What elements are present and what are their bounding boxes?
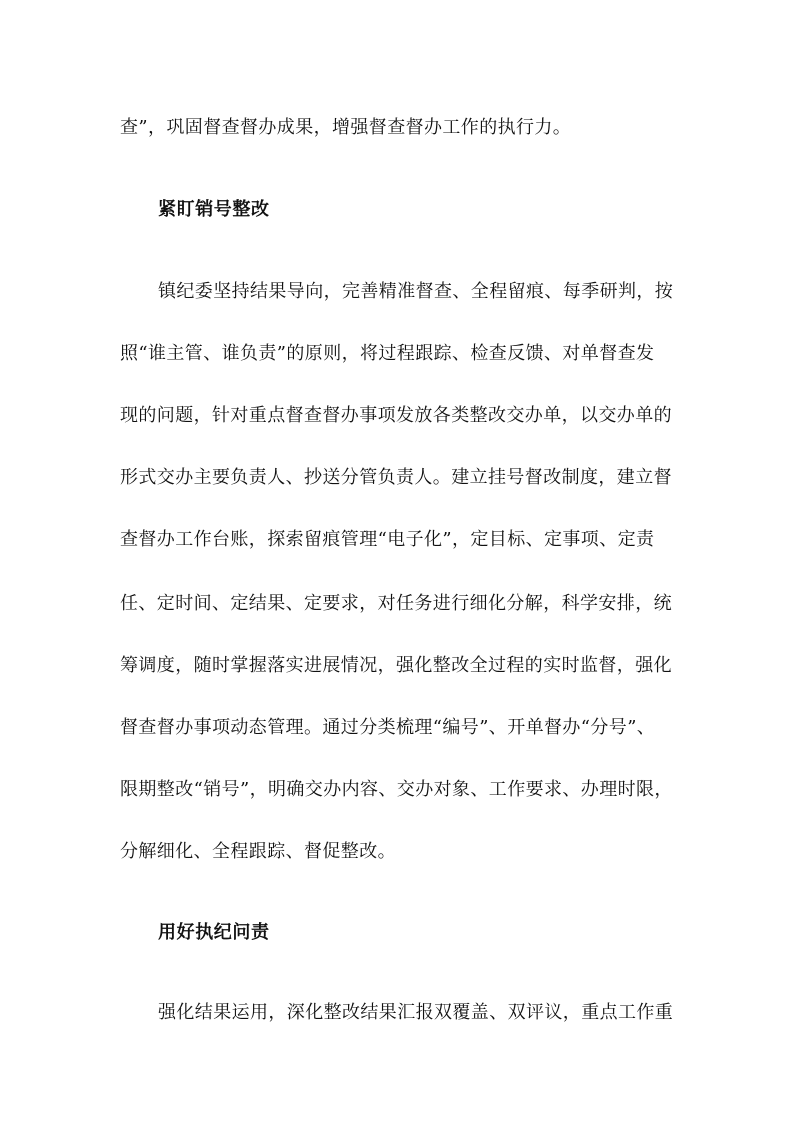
paragraph-line: 强化结果运用，深化整改结果汇报双覆盖、双评议，重点工作重 [158, 1002, 674, 1023]
paragraph-line: 镇纪委坚持结果导向，完善精准督查、全程留痕、每季研判，按 [158, 281, 674, 302]
paragraph-line: 查督办工作台账，探索留痕管理“电子化”，定目标、定事项、定责 [120, 529, 655, 550]
paragraph-line: 任、定时间、定结果、定要求，对任务进行细化分解，科学安排，统 [120, 593, 672, 614]
section-heading-yonghaozhiji: 用好执纪问责 [158, 922, 270, 943]
paragraph-line: 督查督办事项动态管理。通过分类梳理“编号”、开单督办“分号”、 [120, 717, 656, 738]
section-heading-jindingxiaohao: 紧盯销号整改 [158, 199, 270, 220]
paragraph-line: 照“谁主管、谁负责”的原则，将过程跟踪、检查反馈、对单督查发 [120, 343, 655, 364]
paragraph-line: 分解细化、全程跟踪、督促整改。 [120, 841, 396, 862]
paragraph-line: 现的问题，针对重点督查督办事项发放各类整改交办单，以交办单的 [120, 405, 672, 426]
paragraph-line: 限期整改“销号”，明确交办内容、交办对象、工作要求、办理时限， [120, 779, 673, 800]
paragraph-line: 筹调度，随时掌握落实进展情况，强化整改全过程的实时监督，强化 [120, 655, 672, 676]
paragraph-line: 形式交办主要负责人、抄送分管负责人。建立挂号督改制度，建立督 [120, 467, 672, 488]
paragraph-continuation-line: 查”，巩固督查督办成果，增强督查督办工作的执行力。 [120, 117, 572, 138]
